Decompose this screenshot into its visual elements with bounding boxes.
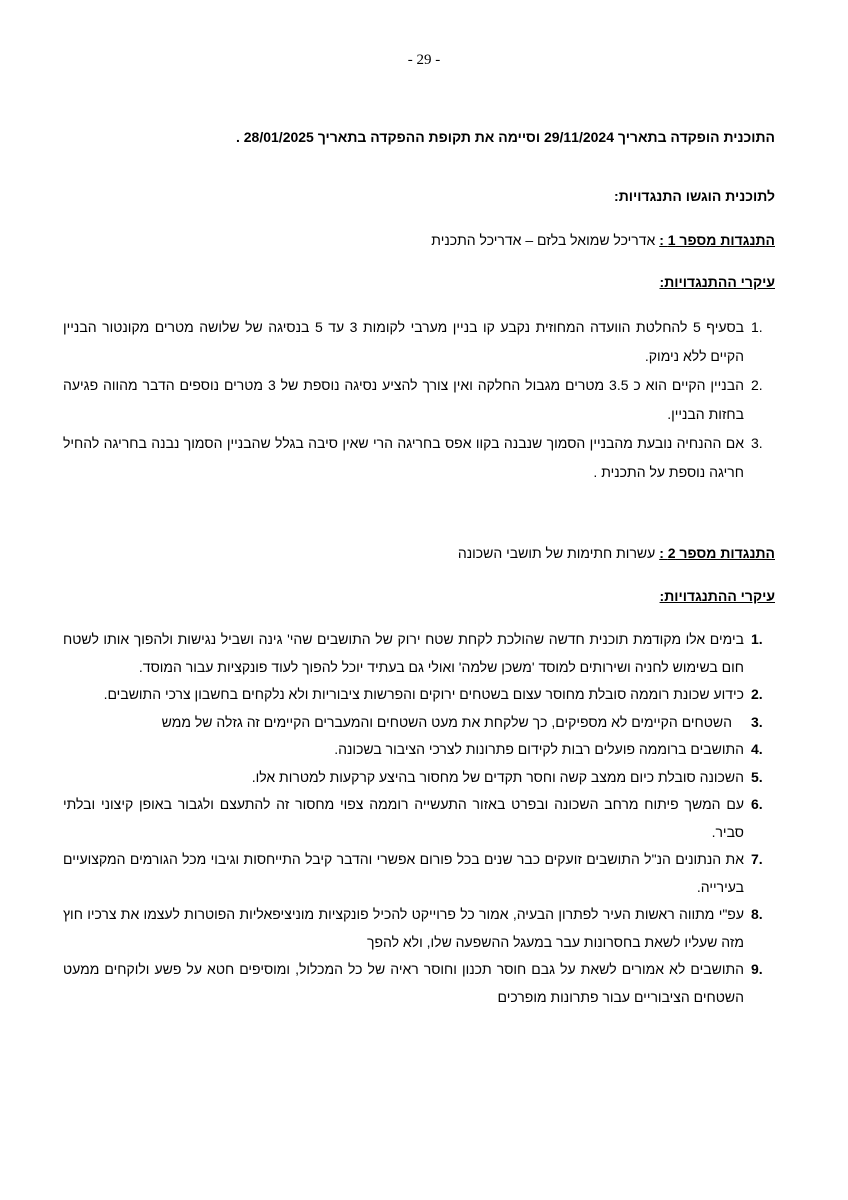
list-item-number: 7.	[751, 851, 763, 867]
list-item-text: השכונה סובלת כיום ממצב קשה וחסר תקדים של מחסור בהיצע קרקעות למטרות אלו.	[251, 768, 744, 785]
list-item	[63, 626, 775, 681]
objection-2-title	[71, 544, 775, 563]
list-item-text: בימים אלו מקודמת תוכנית חדשה שהולכת לקחת שטח ירוק של התושבים שהי' גינה ושביל נגישות ולהפוך אותו לשטח חום בשימוש לחניה ושירותים למוסד 'משכן שלמה' ואולי גם בעתיד יוכל להפוך לעוד פונקציות עבור המוסד.	[63, 631, 744, 675]
list-item-text: התושבים לא אמורים לשאת על גבם חוסר תכנון וחוסר ראיה של כל המכלול, ומוסיפים חטא על פשע ולוקחים ממעט השטחים הציבוריים עבור פתרונות מופרכים	[63, 961, 744, 1005]
objection-1-label: התנגדות מספר 1 :	[659, 232, 775, 248]
objection-2-label: התנגדות מספר 2 :	[659, 545, 775, 561]
list-item-number: 3.	[751, 713, 763, 730]
list-item-text: עפ"י מתווה ראשות העיר לפתרון הבעיה, אמור כל פרוייקט להכיל פונקציות מוניציפאליות הפוטרות לעצמו את צרכיו חוץ מזה שעליו לשאת בחסרונות עבר במעגל ההשפעה שלו, ולא להפך	[63, 906, 744, 950]
list-item-text: התושבים ברוממה פועלים רבות לקידום פתרונות לצרכי הציבור בשכונה.	[334, 741, 744, 757]
list-item-number: 4.	[751, 741, 763, 757]
list-item	[63, 901, 775, 956]
list-item-text: הבניין הקיים הוא כ 3.5 מטרים מגבול החלקה ואין צורך להציע נסיגה נוספת של 3 מטרים נוספים הדבר מהווה פגיעה בחזות הבניין.	[63, 377, 744, 422]
page-number: - 29 -	[407, 52, 441, 68]
list-item	[63, 736, 775, 764]
list-item-number: 1.	[751, 319, 763, 335]
list-item-number: 5.	[751, 768, 763, 785]
list-item	[63, 313, 775, 371]
objection-2-principles-heading: עיקרי ההתנגדויות:	[659, 588, 775, 604]
list-item	[63, 681, 775, 709]
list-item-text: כידוע שכונת רוממה סובלת מחוסר עצום בשטחים ירוקים והפרשות ציבוריות ולא נלקחים בחשבון צרכי התושבים.	[103, 686, 744, 702]
list-item-text: השטחים הקיימים לא מספיקים, כך שלקחת את מעט השטחים והמעברים הקיימים זה גזלה של ממש	[161, 713, 732, 730]
list-item-number: 8.	[751, 906, 763, 922]
objections-submitted-heading: לתוכנית הוגשו התנגדויות:	[614, 188, 775, 204]
list-item	[63, 371, 775, 429]
list-item	[63, 764, 775, 792]
list-item-number: 3.	[751, 435, 763, 451]
list-item-number: 6.	[751, 796, 763, 812]
deposit-dates-paragraph: התוכנית הופקדה בתאריך 29/11/2024 וסיימה את תקופת ההפקדה בתאריך 28/01/2025 .	[235, 129, 775, 145]
list-item-number: 2.	[751, 377, 763, 393]
list-item-text: את הנתונים הנ"ל התושבים זועקים כבר שנים בכל פורום אפשרי והדבר קיבל התייחסות וגיבוי מכל הגורמים המקצועיים בעירייה.	[63, 851, 744, 895]
list-item	[63, 956, 775, 1011]
objection-1-title	[71, 231, 775, 250]
list-item-number: 2.	[751, 686, 763, 702]
objection-1-submitter: אדריכל שמואל בלזם – אדריכל התכנית	[431, 232, 660, 248]
objection-1-principles-heading: עיקרי ההתנגדויות:	[659, 274, 775, 290]
objection-2-submitter: עשרות חתימות של תושבי השכונה	[457, 545, 660, 561]
list-item-number: 9.	[751, 961, 763, 977]
list-item-text: בסעיף 5 להחלטת הוועדה המחוזית נקבע קו בניין מערבי לקומות 3 עד 5 בנסיגה של שלושה מטרים מקונטור הבניין הקיים ללא נימוק.	[63, 319, 745, 364]
list-item	[63, 429, 775, 487]
list-item-number: 1.	[751, 631, 763, 647]
list-item	[63, 846, 775, 901]
objection-2-list	[63, 626, 775, 1011]
list-item	[63, 709, 775, 737]
list-item	[63, 791, 775, 846]
objection-1-list	[63, 313, 775, 487]
list-item-text: עם המשך פיתוח מרחב השכונה ובפרט באזור התעשייה רוממה צפוי מחסור זה להתעצם ולגבור באופן קיצוני ובלתי סביר.	[63, 796, 744, 840]
list-item-text: אם ההנחיה נובעת מהבניין הסמוך שנבנה בקוו אפס בחריגה הרי שאין סיבה בגלל שהבניין הסמוך נבנה בחריגה להחיל חריגה נוספת על התכנית .	[63, 435, 744, 480]
